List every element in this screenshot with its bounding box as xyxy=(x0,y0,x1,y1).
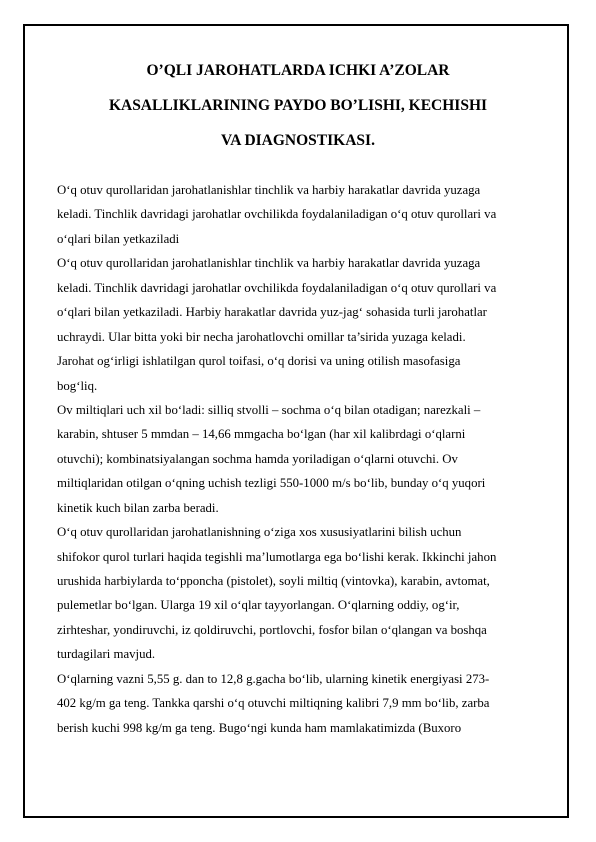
body-line: miltiqlaridan otilgan o‘qning uchish tezligi 550-1000 m/s bo‘lib, bunday o‘q yuqori xyxy=(57,476,486,491)
body-line: O‘q otuv qurollaridan jarohatlanishning o‘ziga xos xususiyatlarini bilish uchun xyxy=(57,525,462,540)
document-title-line-2: KASALLIKLARINING PAYDO BO’LISHI, KECHISHI xyxy=(108,97,488,114)
body-line: O‘qlarning vazni 5,55 g. dan to 12,8 g.gacha bo‘lib, ularning kinetik energiyasi 273- xyxy=(57,671,490,686)
body-line: O‘q otuv qurollaridan jarohatlanishlar tinchlik va harbiy harakatlar davrida yuzaga xyxy=(57,183,481,197)
document-title-line-3: VA DIAGNOSTIKASI. xyxy=(221,132,375,149)
body-line: kinetik kuch bilan zarba beradi. xyxy=(57,500,219,515)
body-line: keladi. Tinchlik davridagi jarohatlar ovchilikda foydalaniladigan o‘q otuv qurollari va xyxy=(57,280,497,295)
body-line: O‘q otuv qurollaridan jarohatlanishlar tinchlik va harbiy harakatlar davrida yuzaga xyxy=(57,256,481,271)
body-line: turdagilari mavjud. xyxy=(57,647,156,662)
body-line: shifokor qurol turlari haqida tegishli ma’lumotlarga ega bo‘lishi kerak. Ikkinchi jahon xyxy=(57,549,497,564)
body-line: 402 kg/m ga teng. Tankka qarshi o‘q otuvchi miltiqning kalibri 7,9 mm bo‘lib, zarba xyxy=(57,696,490,711)
body-line: urushida harbiylarda to‘pponcha (pistolet), soyli miltiq (vintovka), karabin, avtomat, xyxy=(57,574,490,588)
body-line: berish kuchi 998 kg/m ga teng. Bugo‘ngi kunda ham mamlakatimizda (Buxoro xyxy=(57,720,462,735)
body-line: keladi. Tinchlik davridagi jarohatlar ovchilikda foydalaniladigan o‘q otuv qurollari va xyxy=(57,207,497,222)
body-line: bog‘liq. xyxy=(57,378,98,393)
body-line: o‘qlari bilan yetkaziladi xyxy=(57,231,180,246)
body-line: Ov miltiqlari uch xil bo‘ladi: silliq stvolli – sochma o‘q bilan otadigan; narezkali – xyxy=(57,402,481,417)
body-line: karabin, shtuser 5 mmdan – 14,66 mmgacha bo‘lgan (har xil kalibrdagi o‘qlarni xyxy=(57,427,466,442)
document-title-line-1: O’QLI JAROHATLARDA ICHKI A’ZOLAR xyxy=(146,62,450,79)
body-line: uchraydi. Ular bitta yoki bir necha jarohatlovchi omillar ta’sirida yuzaga keladi. xyxy=(57,329,466,344)
body-line: Jarohat og‘irligi ishlatilgan qurol toifasi, o‘q dorisi va uning otilish masofasiga xyxy=(57,354,461,369)
body-line: otuvchi); kombinatsiyalangan sochma hamda yoriladigan o‘qlarni otuvchi. Ov xyxy=(57,451,458,466)
body-line: o‘qlari bilan yetkaziladi. Harbiy harakatlar davrida yuz-jag‘ sohasida turli jarohatlar xyxy=(57,305,487,320)
body-line: pulemetlar bo‘lgan. Ularga 19 xil o‘qlar tayyorlangan. O‘qlarning oddiy, og‘ir, xyxy=(57,598,460,613)
body-text xyxy=(57,178,547,740)
body-line: zirhteshar, yondiruvchi, iz qoldiruvchi, portlovchi, fosfor bilan o‘qlangan va boshqa xyxy=(57,622,487,637)
